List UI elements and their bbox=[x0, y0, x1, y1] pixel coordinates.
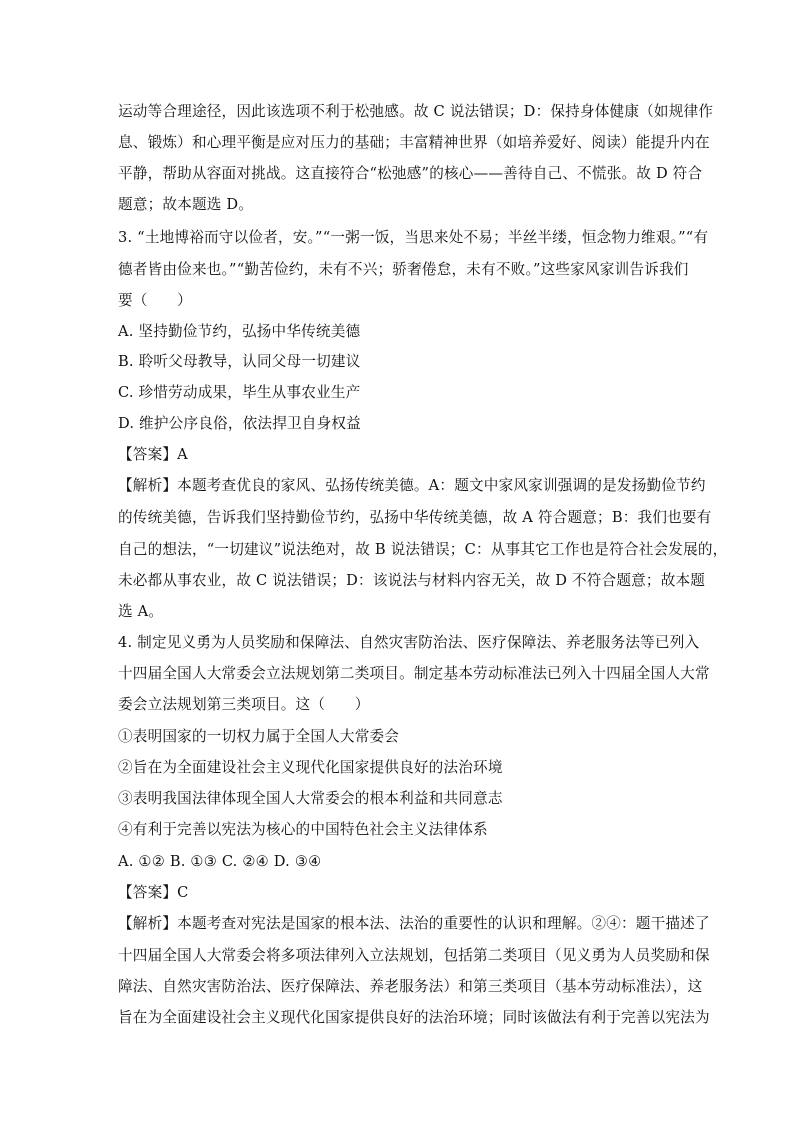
analysis-line: 障法、自然灾害防治法、医疗保障法、养老服务法）和第三类项目（基本劳动标准法），这 bbox=[118, 978, 703, 995]
question-4-stem: 委会立法规划第三类项目。这（ ） bbox=[118, 696, 370, 713]
question-3-stem: 德者皆由俭来也。”“勤苦俭约，未有不兴；骄奢倦怠，未有不败。”这些家风家训告诉我们 bbox=[118, 261, 689, 278]
question-4-stem: 4. 制定见义勇为人员奖励和保障法、自然灾害防治法、医疗保障法、养老服务法等已列入 bbox=[118, 634, 700, 651]
analysis-line: 【解析】本题考查优良的家风、弘扬传统美德。A：题文中家风家训强调的是发扬勤俭节约 bbox=[118, 477, 706, 494]
answer: 【答案】A bbox=[118, 446, 188, 463]
option-b: B. 聆听父母教导，认同父母一切建议 bbox=[118, 353, 361, 370]
question-4-stem: 十四届全国人大常委会立法规划第二类项目。制定基本劳动标准法已列入十四届全国人大常 bbox=[118, 665, 710, 682]
question-3-stem: 要（ ） bbox=[118, 292, 192, 309]
statement-1: ①表明国家的一切权力属于全国人大常委会 bbox=[118, 728, 400, 745]
statement-3: ③表明我国法律体现全国人大常委会的根本利益和共同意志 bbox=[118, 790, 503, 807]
analysis-line: 的传统美德，告诉我们坚持勤俭节约，弘扬中华传统美德，故 A 符合题意；B：我们也要有 bbox=[118, 509, 712, 526]
answer: 【答案】C bbox=[118, 884, 189, 901]
question-3-stem: 3. “土地博裕而守以俭者，安。”“一粥一饭，当思来处不易；半丝半缕，恒念物力维艰。”“有 bbox=[118, 229, 709, 246]
analysis-line: 旨在为全面建设社会主义现代化国家提供良好的法治环境；同时该做法有利于完善以宪法为 bbox=[118, 1009, 710, 1026]
analysis-line: 十四届全国人大常委会将多项法律列入立法规划，包括第二类项目（见义勇为人员奖励和保 bbox=[118, 947, 710, 964]
statement-2: ②旨在为全面建设社会主义现代化国家提供良好的法治环境 bbox=[118, 759, 503, 776]
options-row: A. ①② B. ①③ C. ②④ D. ③④ bbox=[118, 853, 322, 870]
statement-4: ④有利于完善以宪法为核心的中国特色社会主义法律体系 bbox=[118, 821, 488, 838]
option-a: A. 坚持勤俭节约，弘扬中华传统美德 bbox=[118, 323, 361, 340]
text-line: 息、锻炼）和心理平衡是应对压力的基础；丰富精神世界（如培养爱好、阅读）能提升内在 bbox=[118, 134, 710, 151]
option-c: C. 珍惜劳动成果，毕生从事农业生产 bbox=[118, 384, 361, 401]
text-line: 题意；故本题选 D。 bbox=[118, 196, 254, 213]
text-line: 平静，帮助从容面对挑战。这直接符合“松弛感”的核心——善待自己、不慌张。故 D 符合 bbox=[118, 165, 703, 182]
analysis-line: 自己的想法，“一切建议”说法绝对，故 B 说法错误；C：从事其它工作也是符合社会发展的， bbox=[118, 541, 728, 558]
text-line: 运动等合理途径，因此该选项不利于松弛感。故 C 说法错误；D：保持身体健康（如规律作 bbox=[118, 103, 714, 120]
option-d: D. 维护公序良俗，依法捍卫自身权益 bbox=[118, 415, 361, 432]
analysis-line: 选 A。 bbox=[118, 603, 164, 620]
analysis-line: 未必都从事农业，故 C 说法错误；D：该说法与材料内容无关，故 D 不符合题意；故本题 bbox=[118, 572, 706, 589]
analysis-line: 【解析】本题考查对宪法是国家的根本法、法治的重要性的认识和理解。②④：题干描述了 bbox=[118, 915, 710, 932]
